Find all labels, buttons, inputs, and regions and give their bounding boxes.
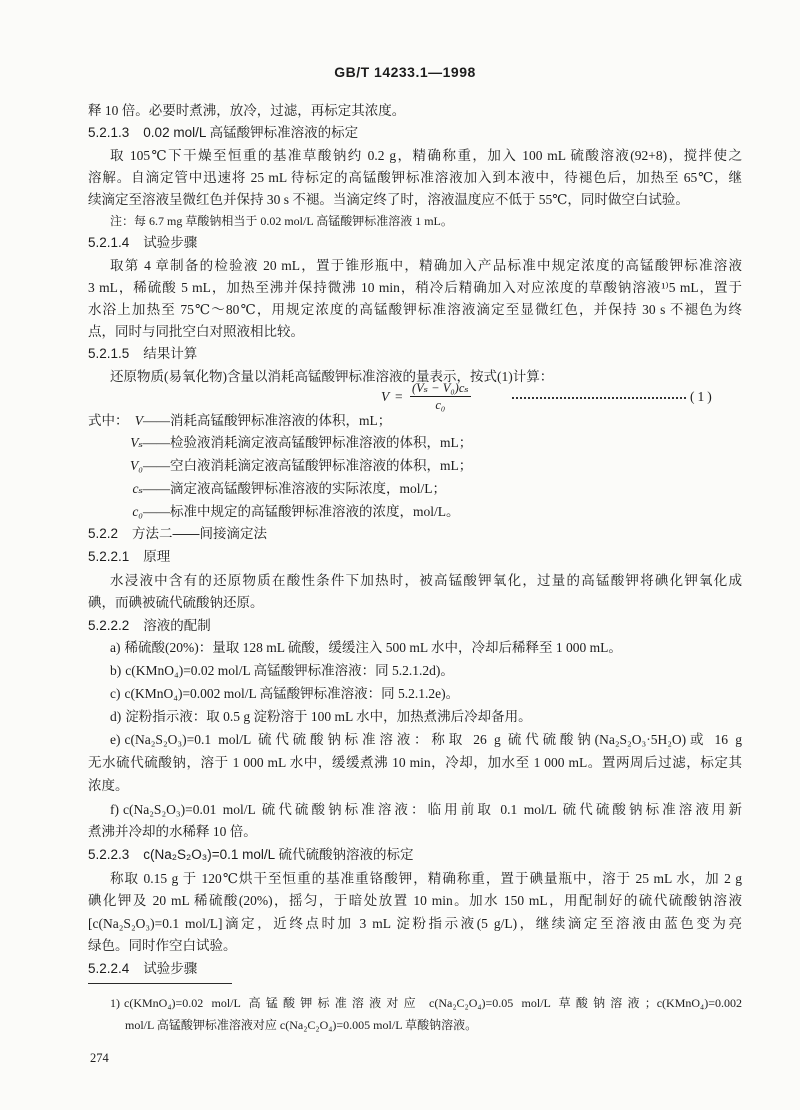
list-item-b: [110, 660, 454, 682]
definition-text: ——检验液消耗滴定液高锰酸钾标准溶液的体积，mL；: [143, 435, 473, 450]
paragraph-line: 点，同时与同批空白对照液相比较。: [88, 324, 304, 339]
section-title: 溶液的配制: [143, 618, 211, 633]
section-heading-5-2-1-4: [88, 232, 197, 254]
formula-equals: =: [395, 389, 403, 404]
section-title: 方法二——间接滴定法: [132, 526, 268, 541]
section-heading-5-2-1-5: [88, 343, 197, 365]
paragraph-line: 续滴定至溶液呈微红色并保持 30 s 不褪。当滴定终了时，溶液温度应不低于 55℃，同时做空白试验。: [88, 192, 689, 207]
list-item-a: [110, 637, 622, 659]
item-continuation-line: 煮沸并冷却的水稀释 10 倍。: [88, 824, 257, 839]
item-marker: d): [110, 709, 122, 724]
section-heading-5-2-1-3: [88, 122, 358, 144]
definition-text: ——消耗高锰酸钾标准溶液的体积，mL；: [143, 413, 392, 428]
item-text: 淀粉指示液：取 0.5 g 淀粉溶于 100 mL 水中，加热煮沸后冷却备用。: [125, 709, 532, 724]
definition-row: [129, 432, 472, 454]
footnote: [110, 993, 742, 1013]
definition-text: ——标准中规定的高锰酸钾标准溶液的浓度，mol/L。: [143, 504, 460, 519]
paragraph-line: 水浴上加热至 75℃～80℃，用规定浓度的高锰酸钾标准溶液滴定至显微红色，并保持 30 s 不褪色为终: [88, 302, 742, 317]
item-continuation-line: 浓度。: [88, 778, 129, 793]
section-heading-5-2-2: [88, 523, 267, 545]
paragraph-line: 水浸液中含有的还原物质在酸性条件下加热时，被高锰酸钾氧化，过量的高锰酸钾将碘化钾氧化成: [110, 573, 742, 588]
item-marker: f): [110, 802, 119, 817]
footnote-separator: [88, 983, 232, 984]
section-number: 5.2.1.3: [88, 125, 130, 140]
page-number: 274: [90, 1051, 109, 1065]
definition-text: ——空白液消耗滴定液高锰酸钾标准溶液的体积，mL；: [143, 458, 473, 473]
list-item-d: [110, 706, 532, 728]
paragraph-line: 碘，而碘被硫代硫酸钠还原。: [88, 595, 264, 610]
definition-symbol: V₀: [130, 458, 143, 473]
section-number: 5.2.2.2: [88, 618, 130, 633]
definition-text: ——滴定液高锰酸钾标准溶液的实际浓度，mol/L；: [143, 481, 446, 496]
paragraph-line: 取 105℃下干燥至恒重的基准草酸钠约 0.2 g，精确称重，加入 100 mL 硫酸溶液(92+8)，搅拌使之: [110, 148, 742, 163]
paragraph-line: 3 mL，稀硫酸 5 mL，加热至沸并保持微沸 10 min，稍冷后精确加入对应浓度的草酸钠溶液¹⁾5 mL，置于: [88, 280, 742, 295]
definition-symbol: c₀: [132, 504, 143, 519]
section-title: 0.02 mol/L 高锰酸钾标准溶液的标定: [143, 125, 359, 140]
item-text: c(Na₂S₂O₃)=0.1 mol/L 硫代硫酸钠标准溶液：称取 26 g 硫代硫酸钠(Na₂S₂O₃·5H₂O)或 16 g: [124, 732, 742, 747]
continuation-line: 释 10 倍。必要时煮沸，放冷，过滤，再标定其浓度。: [88, 103, 406, 118]
item-marker: b): [110, 663, 122, 678]
definition-symbol: Vₛ: [130, 435, 143, 450]
section-number: 5.2.2: [88, 526, 119, 541]
section-title: 试验步骤: [143, 961, 198, 976]
definition-row: [129, 455, 472, 477]
where-label: 式中：: [88, 413, 129, 428]
item-text: c(KMnO₄)=0.02 mol/L 高锰酸钾标准溶液：同 5.2.1.2d)。: [125, 663, 454, 678]
section-number: 5.2.2.4: [88, 961, 130, 976]
definition-row: [129, 478, 446, 500]
item-marker: e): [110, 732, 121, 747]
formula-lhs: V: [381, 389, 390, 404]
definition-row: [88, 410, 391, 432]
list-item-c: [110, 683, 459, 705]
definition-symbol: V: [134, 413, 143, 428]
formula-denominator: c₀: [435, 398, 446, 412]
formula-fraction: [410, 380, 471, 413]
standard-number-header: GB/T 14233.1—1998: [334, 64, 476, 80]
list-item-f: [110, 799, 742, 821]
paragraph-line: 碘化钾及 20 mL 稀硫酸(20%)，摇匀，于暗处放置 10 min。加水 150 mL，用配制好的硫代硫酸钠溶液: [88, 893, 742, 908]
definition-row: [129, 501, 460, 523]
list-item-e: [110, 729, 742, 751]
section-heading-5-2-2-2: [88, 615, 211, 637]
definition-symbol: cₛ: [132, 481, 143, 496]
section-number: 5.2.1.4: [88, 235, 130, 250]
section-number: 5.2.2.3: [88, 847, 130, 862]
paragraph-line: [c(Na₂S₂O₃)=0.1 mol/L]滴定，近终点时加 3 mL 淀粉指示液(5 g/L)，继续滴定至溶液由蓝色变为亮: [88, 916, 742, 931]
paragraph-line: 绿色。同时作空白试验。: [88, 938, 237, 953]
footnote-continuation-line: mol/L 高锰酸钾标准溶液对应 c(Na₂C₂O₄)=0.005 mol/L 草酸钠溶液。: [125, 1018, 478, 1032]
item-marker: c): [110, 686, 121, 701]
section-title: 试验步骤: [143, 235, 198, 250]
item-text: c(Na₂S₂O₃)=0.01 mol/L 硫代硫酸钠标准溶液：临用前取 0.1 mol/L 硫代硫酸钠标准溶液用新: [123, 802, 742, 817]
footnote-marker: 1): [110, 996, 120, 1010]
paragraph-line: 溶解。自滴定管中迅速将 25 mL 待标定的高锰酸钾标准溶液加入到本液中，待褪色后，加热至 65℃，继: [88, 170, 742, 185]
paragraph-line: 还原物质(易氧化物)含量以消耗高锰酸钾标准溶液的量表示，按式(1)计算：: [110, 369, 554, 384]
section-number: 5.2.2.1: [88, 549, 130, 564]
item-marker: a): [110, 640, 121, 655]
section-title: c(Na₂S₂O₃)=0.1 mol/L 硫代硫酸钠溶液的标定: [143, 847, 414, 862]
section-number: 5.2.1.5: [88, 346, 130, 361]
item-text: 稀硫酸(20%)：量取 128 mL 硫酸，缓缓注入 500 mL 水中，冷却后稀释至 1 000 mL。: [124, 640, 622, 655]
paragraph-line: 称取 0.15 g 于 120℃烘干至恒重的基准重铬酸钾，精确称重，置于碘量瓶中，溶于 25 mL 水，加 2 g: [110, 871, 742, 886]
item-text: c(KMnO₄)=0.002 mol/L 高锰酸钾标准溶液：同 5.2.1.2e)。: [124, 686, 460, 701]
section-title: 结果计算: [143, 346, 198, 361]
footnote-text: c(KMnO₄)=0.02 mol/L 高锰酸钾标准溶液对应 c(Na₂C₂O₄)=0.05 mol/L 草酸钠溶液；c(KMnO₄)=0.002: [124, 996, 742, 1010]
formula-numerator: (Vₛ − V₀)cₛ: [412, 381, 469, 395]
section-heading-5-2-2-4: [88, 958, 197, 980]
section-heading-5-2-2-3: [88, 844, 413, 866]
section-title: 原理: [143, 549, 171, 564]
paragraph-line: 取第 4 章制备的检验液 20 mL，置于锥形瓶中，精确加入产品标准中规定浓度的高锰酸钾标准溶液: [110, 258, 742, 273]
leader-dots: [512, 397, 686, 399]
item-continuation-line: 无水硫代硫酸钠，溶于 1 000 mL 水中，缓缓煮沸 10 min，冷却，加水至 1 000 mL。置两周后过滤，标定其: [88, 755, 742, 770]
note: 注：每 6.7 mg 草酸钠相当于 0.02 mol/L 高锰酸钾标准溶液 1 mL。: [110, 214, 453, 228]
section-heading-5-2-2-1: [88, 546, 170, 568]
equation-1: [0, 380, 800, 414]
equation-number: (1): [690, 389, 715, 404]
